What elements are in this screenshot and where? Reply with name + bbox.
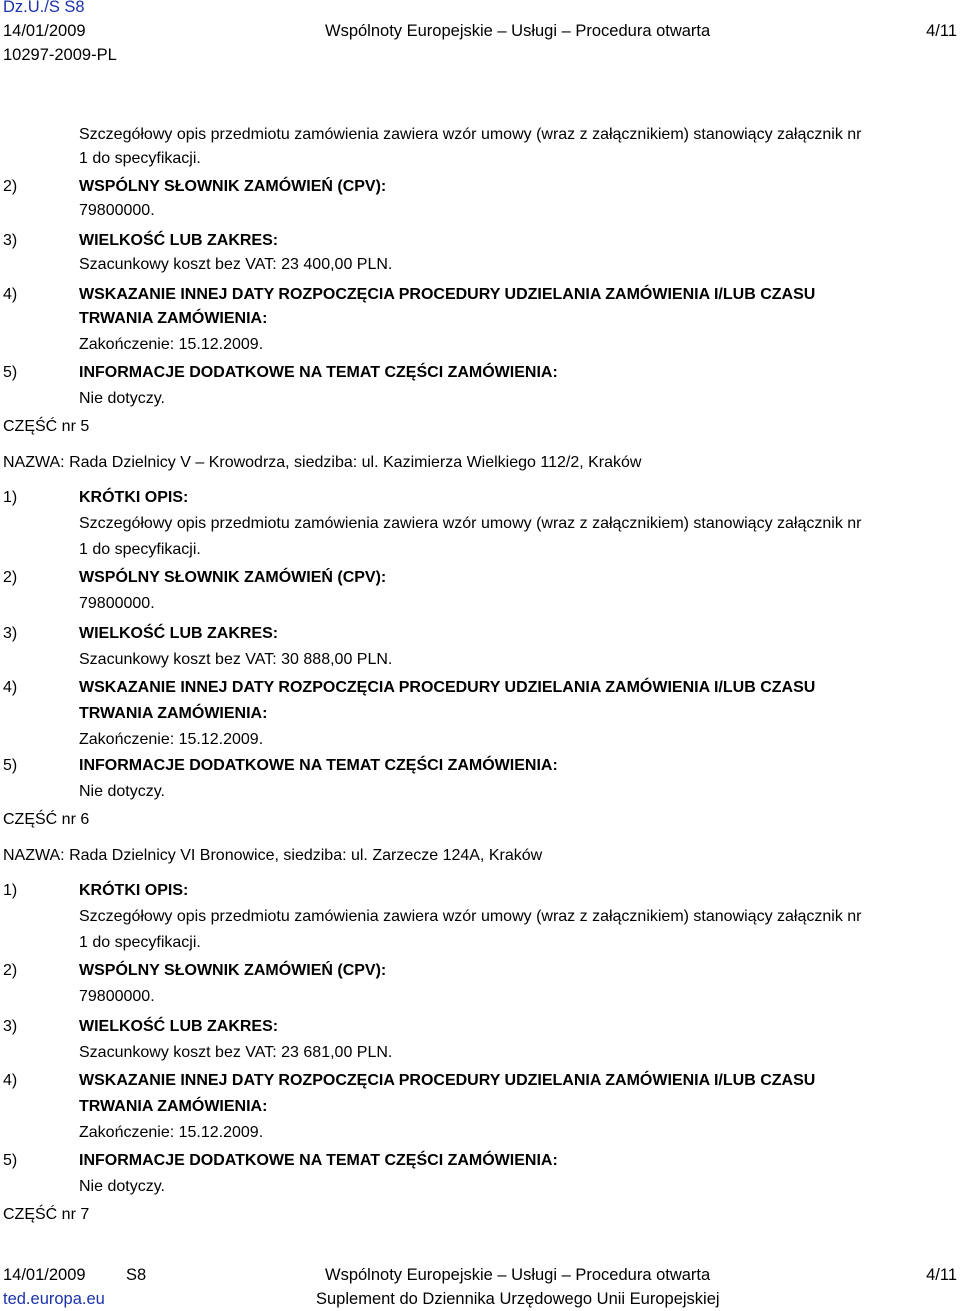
dates-value: Zakończenie: 15.12.2009. — [79, 731, 264, 748]
section-number: 4) — [3, 679, 18, 696]
header-page: 4/11 — [926, 22, 957, 40]
scope-value: Szacunkowy koszt bez VAT: 23 400,00 PLN. — [79, 256, 393, 273]
footer-title: Wspólnoty Europejskie – Usługi – Procedura otwarta — [325, 1266, 711, 1284]
cpv-heading: WSPÓLNY SŁOWNIK ZAMÓWIEŃ (CPV): — [79, 178, 387, 195]
dates-heading-cont: TRWANIA ZAMÓWIENIA: — [79, 1098, 268, 1115]
part-heading: CZĘŚĆ nr 6 — [3, 811, 90, 828]
cpv-heading: WSPÓLNY SŁOWNIK ZAMÓWIEŃ (CPV): — [79, 569, 387, 586]
additional-info-heading: INFORMACJE DODATKOWE NA TEMAT CZĘŚCI ZAMÓWIENIA: — [79, 757, 558, 774]
section-number: 5) — [3, 1152, 18, 1169]
description-line-2: 1 do specyfikacji. — [79, 934, 201, 951]
additional-info-heading: INFORMACJE DODATKOWE NA TEMAT CZĘŚCI ZAMÓWIENIA: — [79, 364, 558, 381]
description-line-1: Szczegółowy opis przedmiotu zamówienia zawiera wzór umowy (wraz z załącznikiem) stanowiący załącznik nr — [79, 515, 862, 532]
part-name: NAZWA: Rada Dzielnicy V – Krowodrza, siedziba: ul. Kazimierza Wielkiego 112/2, Kraków — [3, 454, 642, 471]
notice-id: 10297-2009-PL — [3, 46, 117, 64]
dates-heading: WSKAZANIE INNEJ DATY ROZPOCZĘCIA PROCEDURY UDZIELANIA ZAMÓWIENIA I/LUB CZASU — [79, 1072, 816, 1089]
header-date: 14/01/2009 — [3, 22, 86, 40]
cpv-heading: WSPÓLNY SŁOWNIK ZAMÓWIEŃ (CPV): — [79, 962, 387, 979]
section-number: 2) — [3, 962, 18, 979]
footer-date: 14/01/2009 — [3, 1266, 86, 1284]
description-line-1: Szczegółowy opis przedmiotu zamówienia zawiera wzór umowy (wraz z załącznikiem) stanowiący załącznik nr — [79, 908, 862, 925]
header-title: Wspólnoty Europejskie – Usługi – Procedura otwarta — [325, 22, 711, 40]
description-line-1: Szczegółowy opis przedmiotu zamówienia zawiera wzór umowy (wraz z załącznikiem) stanowiący załącznik nr — [79, 126, 862, 143]
description-line-2: 1 do specyfikacji. — [79, 150, 201, 167]
section-number: 4) — [3, 1072, 18, 1089]
dates-heading-cont: TRWANIA ZAMÓWIENIA: — [79, 310, 268, 327]
section-number: 1) — [3, 489, 18, 506]
section-number: 5) — [3, 757, 18, 774]
section-number: 2) — [3, 569, 18, 586]
footer-subtitle: Suplement do Dziennika Urzędowego Unii Europejskiej — [316, 1290, 720, 1308]
section-number: 2) — [3, 178, 18, 195]
scope-heading: WIELKOŚĆ LUB ZAKRES: — [79, 625, 279, 642]
dates-heading: WSKAZANIE INNEJ DATY ROZPOCZĘCIA PROCEDURY UDZIELANIA ZAMÓWIENIA I/LUB CZASU — [79, 286, 816, 303]
part-name: NAZWA: Rada Dzielnicy VI Bronowice, siedziba: ul. Zarzecze 124A, Kraków — [3, 847, 543, 864]
description-line-2: 1 do specyfikacji. — [79, 541, 201, 558]
additional-info-value: Nie dotyczy. — [79, 783, 165, 800]
cpv-value: 79800000. — [79, 988, 155, 1005]
additional-info-value: Nie dotyczy. — [79, 1178, 165, 1195]
part-heading: CZĘŚĆ nr 7 — [3, 1206, 90, 1223]
section-number: 3) — [3, 625, 18, 642]
cpv-value: 79800000. — [79, 202, 155, 219]
dates-value: Zakończenie: 15.12.2009. — [79, 1124, 264, 1141]
section-number: 4) — [3, 286, 18, 303]
dates-heading: WSKAZANIE INNEJ DATY ROZPOCZĘCIA PROCEDURY UDZIELANIA ZAMÓWIENIA I/LUB CZASU — [79, 679, 816, 696]
section-number: 1) — [3, 882, 18, 899]
section-number: 3) — [3, 232, 18, 249]
section-number: 3) — [3, 1018, 18, 1035]
additional-info-value: Nie dotyczy. — [79, 390, 165, 407]
scope-value: Szacunkowy koszt bez VAT: 30 888,00 PLN. — [79, 651, 393, 668]
section-number: 5) — [3, 364, 18, 381]
scope-heading: WIELKOŚĆ LUB ZAKRES: — [79, 1018, 279, 1035]
scope-heading: WIELKOŚĆ LUB ZAKRES: — [79, 232, 279, 249]
footer-page: 4/11 — [926, 1266, 957, 1284]
dates-value: Zakończenie: 15.12.2009. — [79, 336, 264, 353]
source-link[interactable]: Dz.U./S S8 — [3, 0, 85, 16]
scope-value: Szacunkowy koszt bez VAT: 23 681,00 PLN. — [79, 1044, 393, 1061]
cpv-value: 79800000. — [79, 595, 155, 612]
short-description-heading: KRÓTKI OPIS: — [79, 489, 189, 506]
footer-section: S8 — [126, 1266, 147, 1284]
part-heading: CZĘŚĆ nr 5 — [3, 418, 90, 435]
short-description-heading: KRÓTKI OPIS: — [79, 882, 189, 899]
ted-link[interactable]: ted.europa.eu — [3, 1290, 105, 1308]
additional-info-heading: INFORMACJE DODATKOWE NA TEMAT CZĘŚCI ZAMÓWIENIA: — [79, 1152, 558, 1169]
dates-heading-cont: TRWANIA ZAMÓWIENIA: — [79, 705, 268, 722]
